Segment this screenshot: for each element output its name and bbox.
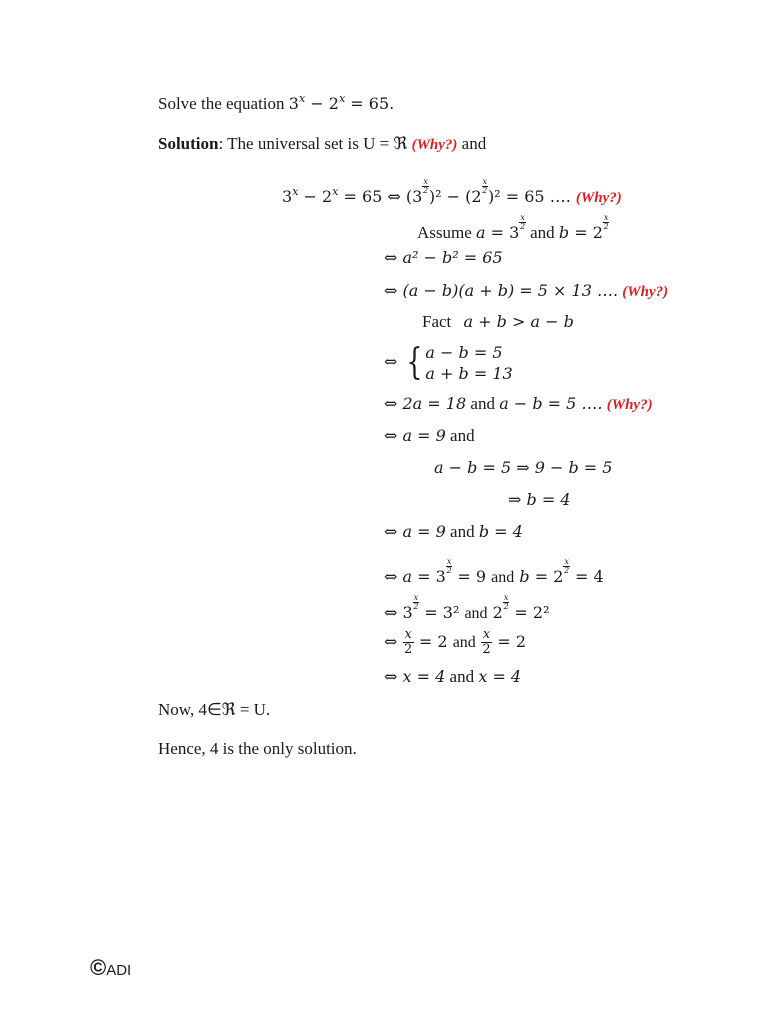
step-values [384,522,523,542]
why-note-factorization: (Why?) [622,284,669,300]
and-word: and [449,667,475,686]
why-note-universal: (Why?) [411,137,458,153]
step-fact [422,312,574,332]
x-value-a: ⇔ x = 4 [384,667,446,686]
step-x-value [384,667,521,687]
values-a: ⇔ a = 9 [384,522,446,541]
step-rewrite-squares: $3^x - 2^x = 65$ ⇔ (3 $\frac{x}{2}$ )² − (2 $\frac{x}{2}$ )² = 65 …. (Why?) [282,177,622,206]
and-word: and [491,569,515,586]
fact-expr: a + b > a − b [463,312,574,331]
system-line-1: a − b = 5 [425,342,503,362]
problem-lead: Solve the equation [158,94,285,113]
why-note-sum: (Why?) [606,397,653,413]
and-word: and [450,426,475,445]
fact-label: Fact [422,312,452,331]
step-factorization [384,281,668,302]
equation-system [425,342,512,384]
sum-expr: ⇔ 2a = 18 [384,394,467,413]
step-back-substitute: ⇔ a = 3 $\frac{x}{2}$ = 9 and b = 2 $\frac{x}{2}$ = 4 [384,557,604,586]
solution-and: and [461,134,487,153]
step-assume: Assume a = 3 $\frac{x}{2}$ and b = 2 $\frac{x}{2}$ [417,213,609,242]
diff-expr: a − b = 5 …. [499,394,603,413]
step-difference-squares: ⇔ a² − b² = 65 [384,248,503,267]
step-sum [384,394,653,415]
and-word: and [450,522,475,541]
why-note-step1: (Why?) [575,190,622,206]
solution-text: : The universal set is U = ℜ [218,134,408,153]
assume-label: Assume [417,223,472,242]
problem-equation-end: = 65. [350,94,395,113]
step-a-value [384,426,475,446]
and-word: and [470,394,495,413]
system-line-2: a + b = 13 [425,363,513,383]
conclusion-hence: Hence, 4 is the only solution. [158,739,357,758]
and-word: and [452,634,476,651]
step-substitute: a − b = 5 ⇒ 9 − b = 5 [434,458,613,477]
and-word: and [464,605,488,622]
and-word: and [530,223,555,242]
step-equal-powers: ⇔ 3 $\frac{x}{2}$ = 3² and 2 $\frac{x}{2}$ = 2² [384,593,550,622]
solution-intro [158,134,486,155]
copyright-icon: © [90,955,107,980]
brace-icon: { [405,341,422,383]
conclusion-now: Now, 4∈ℜ = U. [158,700,271,719]
a-value-expr: ⇔ a = 9 [384,426,446,445]
copyright-label: ADI [106,962,132,979]
step-system: ⇔ { a − b = 5 a + b = 13 [384,341,513,383]
copyright-footer [90,955,131,981]
step-exponents: ⇔ $\frac{x}{2}$ = 2 and $\frac{x}{2}$ = 2 [384,627,526,657]
values-b: b = 4 [478,522,523,541]
step-b-value: ⇒ b = 4 [508,490,571,509]
solution-label: Solution [158,134,219,153]
x-value-b: x = 4 [478,667,522,686]
problem-statement: Solve the equation $3^x - 2^x = 65$. [158,92,395,113]
factorization-expr: ⇔ (a − b)(a + b) = 5 × 13 …. [384,281,619,300]
